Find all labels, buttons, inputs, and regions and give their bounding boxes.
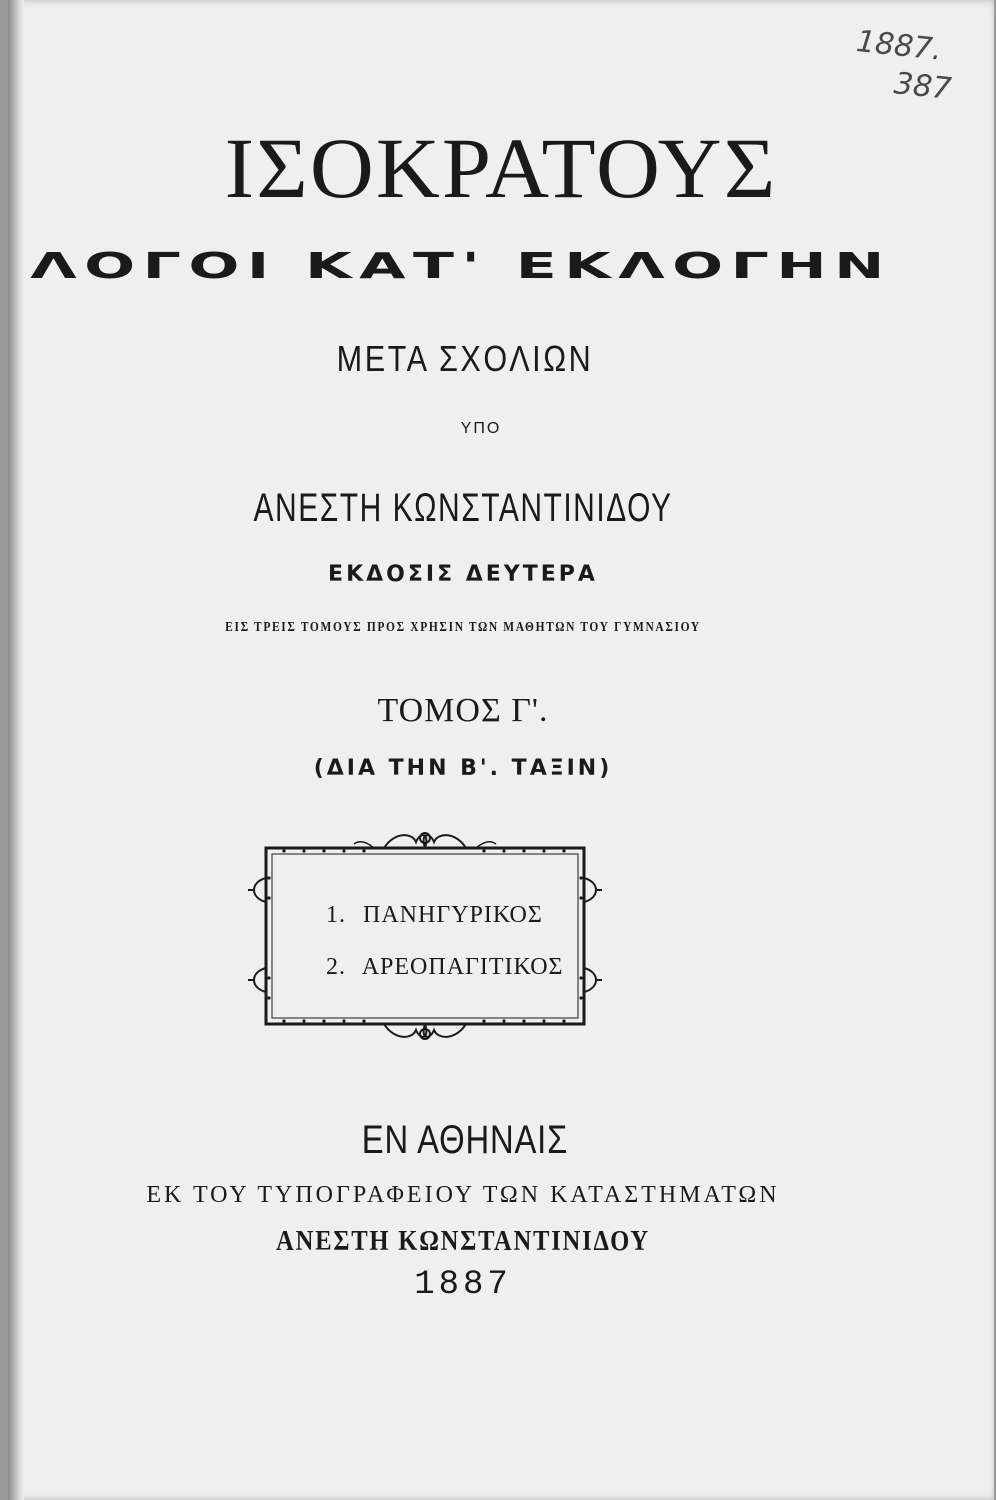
imprint-city: ΕΝ ΑΘΗΝΑΙΣ <box>361 1118 569 1162</box>
commentary-note: ΜΕΤΑ ΣΧΟΛΙΩΝ <box>336 338 594 379</box>
shelfmark-line-1: 1887. <box>854 23 944 68</box>
class-note: (ΔΙΑ ΤΗΝ Β'. ΤΑΞΙΝ) <box>313 756 613 781</box>
contents-item <box>326 902 543 929</box>
ornamental-border <box>244 828 606 1044</box>
book-title: ΙΣΟΚΡΑΤΟΥΣ <box>224 120 778 216</box>
contents-item-number: 1. <box>326 902 346 928</box>
author-name: ΑΝΕΣΤΗ ΚΩΝΣΤΑΝΤΙΝΙΔΟΥ <box>253 486 673 530</box>
imprint-publisher: ΑΝΕΣΤΗ ΚΩΝΣΤΑΝΤΙΝΙΔΟΥ <box>276 1226 650 1257</box>
volumes-note: ΕΙΣ ΤΡΕΙΣ ΤΟΜΟΥΣ ΠΡΟΣ ΧΡΗΣΙΝ ΤΩΝ ΜΑΘΗΤΩΝ ΤΟΥ ΓΥΜΝΑΣΙΟΥ <box>225 620 701 635</box>
imprint-press: ΕΚ ΤΟΥ ΤΥΠΟΓΡΑΦΕΙΟΥ ΤΩΝ ΚΑΤΑΣΤΗΜΑΤΩΝ <box>146 1182 780 1208</box>
shelfmark-line-2: 387 <box>892 66 953 107</box>
contents-item-title: ΠΑΝΗΓΥΡΙΚΟΣ <box>363 902 543 928</box>
contents-item <box>326 954 564 981</box>
title-page <box>8 0 994 1500</box>
volume-label: ΤΟΜΟΣ Γ'. <box>377 692 549 729</box>
imprint-year: 1887 <box>414 1266 512 1304</box>
edition-note: ΕΚΔΟΣΙΣ ΔΕΥΤΕΡΑ <box>328 562 598 587</box>
contents-item-number: 2. <box>326 954 346 980</box>
contents-frame <box>266 848 584 1024</box>
handwritten-shelfmark <box>850 23 957 109</box>
contents-item-title: ΑΡΕΟΠΑΓΙΤΙΚΟΣ <box>361 954 564 980</box>
book-subtitle: ΛΟΓΟΙ ΚΑΤ' ΕΚΛΟΓΗΝ <box>30 245 892 287</box>
by-line: ΥΠΟ <box>460 420 502 437</box>
